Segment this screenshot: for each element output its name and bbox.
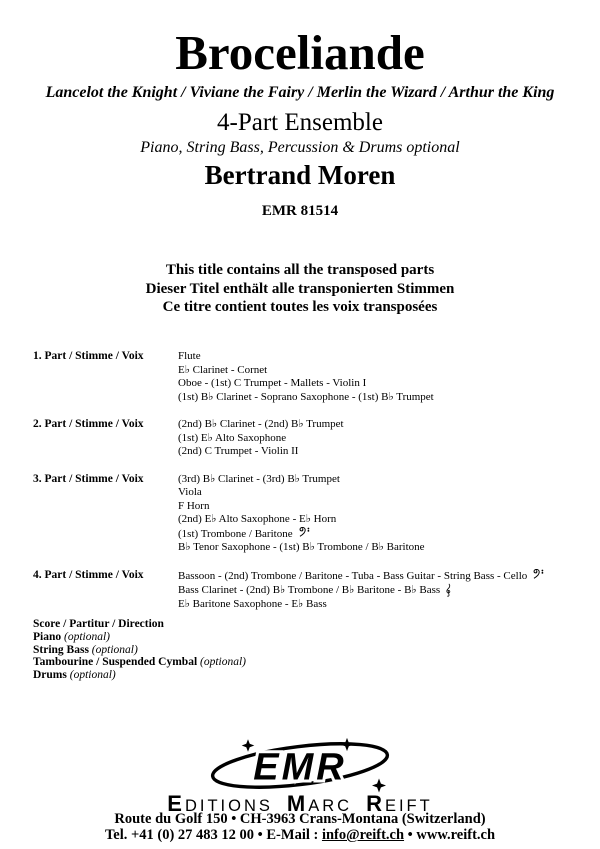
- instrument-line: [178, 377, 434, 391]
- instrument-text: E♭ Clarinet - Cornet: [178, 363, 268, 376]
- optional-note: (optional): [88, 643, 138, 656]
- instrument-text: (2nd) C Trumpet - Violin II: [178, 445, 299, 457]
- ensemble-note: Piano, String Bass, Percussion & Drums optional: [140, 139, 460, 156]
- instrument-text: (1st) B♭ Clarinet - Soprano Saxophone - (1st) B♭ Trumpet: [178, 390, 434, 403]
- instrument-line: [178, 432, 344, 446]
- instrument-text: B♭ Tenor Saxophone - (1st) B♭ Trombone / B♭ Baritone: [178, 541, 425, 553]
- instrument-line: [178, 445, 344, 459]
- transposed-parts-notice: [0, 261, 600, 317]
- ensemble-type: 4-Part Ensemble: [217, 109, 383, 136]
- instrument-text: F Horn: [178, 499, 210, 512]
- publisher-name-rest: ARC: [308, 797, 353, 815]
- publisher-contact: [0, 827, 600, 844]
- optional-note: (optional): [66, 669, 116, 682]
- optional-parts-list: [33, 618, 246, 682]
- instrument-line: [178, 486, 425, 500]
- part-row: [0, 473, 600, 555]
- instrument-line: [178, 598, 544, 612]
- optional-note: (optional): [61, 630, 110, 643]
- instrument-line: [178, 500, 425, 514]
- notice-line: Dieser Titel enthält alle transponierten Stimmen: [145, 280, 455, 297]
- notice-line: Ce titre contient toutes les voix transposées: [162, 299, 438, 315]
- instrument-line: [178, 583, 544, 598]
- email-link[interactable]: info@reift.ch: [321, 827, 405, 843]
- part-lines: [178, 350, 434, 404]
- instrument-line: [178, 513, 425, 527]
- publisher-name-initial: E: [167, 791, 185, 816]
- extra-label: String Bass: [33, 643, 89, 656]
- extra-label: Piano: [33, 630, 62, 643]
- instrument-line: [178, 569, 544, 584]
- extra-line: [33, 656, 246, 669]
- part-row: [0, 418, 600, 459]
- part-row: [0, 569, 600, 612]
- extra-line: [33, 669, 246, 682]
- instrument-text: (3rd) B♭ Clarinet - (3rd) B♭ Trumpet: [178, 472, 340, 485]
- publisher-name-rest: EIFT: [384, 797, 433, 815]
- notice-line: This title contains all the transposed parts: [165, 262, 435, 278]
- bass-clef-icon: [299, 527, 310, 537]
- part-lines: [178, 569, 544, 612]
- instrument-text: (2nd) E♭ Alto Saxophone - E♭ Horn: [178, 513, 337, 525]
- extra-label: Score / Partitur / Direction: [33, 618, 164, 630]
- instrument-text: (1st) Trombone / Baritone: [178, 527, 293, 540]
- part-label: 3. Part / Stimme / Voix: [33, 472, 144, 485]
- part-label: 1. Part / Stimme / Voix: [33, 350, 144, 362]
- page-title: Broceliande: [175, 25, 425, 80]
- part-label: 4. Part / Stimme / Voix: [33, 568, 144, 581]
- optional-note: (optional): [197, 656, 247, 669]
- instrument-text: Viola: [178, 486, 202, 498]
- extra-line: [33, 618, 246, 631]
- publisher-address: Route du Golf 150 • CH-3963 Crans-Montana (Switzerland): [114, 811, 486, 827]
- instrument-text: Oboe - (1st) C Trumpet - Mallets - Violin I: [178, 377, 367, 389]
- instrument-line: [178, 391, 434, 405]
- emr-logo-text: EMR: [253, 746, 347, 789]
- instrument-text: Flute: [178, 350, 201, 362]
- instrument-line: [178, 350, 434, 364]
- catalog-number: EMR 81514: [261, 203, 339, 219]
- instrument-text: (2nd) B♭ Clarinet - (2nd) B♭ Trumpet: [178, 418, 344, 430]
- part-lines: [178, 418, 344, 459]
- bass-clef-icon: [533, 569, 544, 579]
- treble-clef-icon: [445, 583, 452, 597]
- publisher-name-initial: R: [366, 791, 385, 816]
- extra-line: [33, 644, 246, 657]
- instrument-text: Bass Clarinet - (2nd) B♭ Trombone / B♭ Baritone - B♭ Bass: [178, 584, 441, 596]
- instrument-line: [178, 473, 425, 487]
- instrument-line: [178, 418, 344, 432]
- publisher-name-initial: M: [286, 791, 309, 816]
- instrument-line: [178, 541, 425, 555]
- website: www.reift.ch: [416, 827, 496, 843]
- contact-prefix: Tel. +41 (0) 27 483 12 00 • E-Mail :: [104, 827, 322, 843]
- extra-label: Drums: [33, 669, 67, 682]
- parts-list: [0, 350, 600, 625]
- instrument-line: [178, 527, 425, 542]
- instrument-line: [178, 364, 434, 378]
- publisher-name-rest: DITIONS: [184, 797, 273, 815]
- part-label: 2. Part / Stimme / Voix: [33, 418, 144, 430]
- composer-name: Bertrand Moren: [204, 160, 396, 190]
- emr-logo: [205, 738, 395, 795]
- extra-line: [33, 631, 246, 644]
- part-row: [0, 350, 600, 404]
- part-lines: [178, 473, 425, 555]
- extra-label: Tambourine / Suspended Cymbal: [33, 656, 198, 669]
- contact-separator: •: [404, 827, 417, 843]
- instrument-text: Bassoon - (2nd) Trombone / Baritone - Tuba - Bass Guitar - String Bass - Cello: [178, 569, 528, 582]
- instrument-text: E♭ Baritone Saxophone - E♭ Bass: [178, 597, 327, 610]
- instrument-text: (1st) E♭ Alto Saxophone: [178, 431, 287, 444]
- subtitle: Lancelot the Knight / Viviane the Fairy / Merlin the Wizard / Arthur the King: [45, 84, 555, 101]
